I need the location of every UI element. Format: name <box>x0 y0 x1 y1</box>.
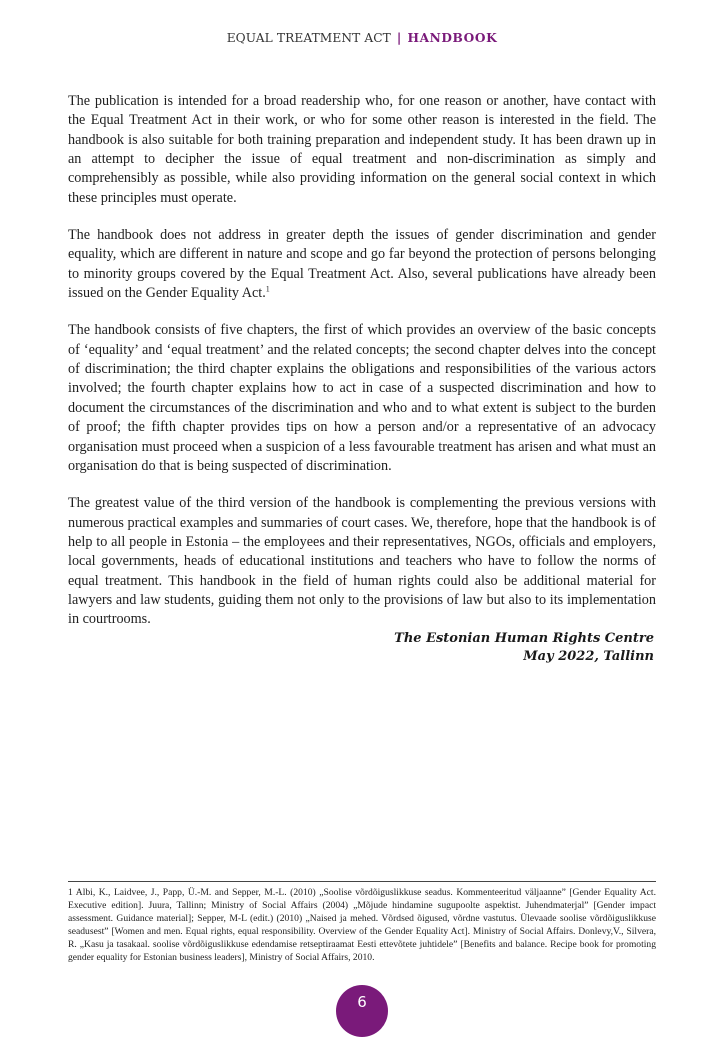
running-header <box>0 31 724 45</box>
paragraph-3: The handbook consists of five chapters, the first of which provides an overview of the basic concepts of ‘equality’ and ‘equal treatment’ and the related concepts; the second chapter delves into the concept of discrimination; the third chapter explains the obligations and responsibilities of the various actors involved; the fourth chapter explains how to act in case of a suspected discrimination and how to document the circumstances of the discrimination and who and to what extent is subject to the burden of proof; the fifth chapter provides tips on how a person and/or a representative of an advocacy organisation must proceed when a suspicion of a less favourable treatment has arisen and what must an organisation do that is being suspected of discrimination. <box>68 322 656 474</box>
footnote-reference[interactable]: 1 <box>265 284 270 294</box>
body-text <box>68 92 656 648</box>
signature-date-place: May 2022, Tallinn <box>523 649 654 664</box>
footnote-text: Albi, K., Laidvee, J., Papp, Ü.-M. and Sepper, M.-L. (2010) „Soolise võrdõiguslikkuse seadus. Kommenteeritud väljaanne” [Gender Equality Act. Executive edition]. Juura, Tallinn; Ministry of Social Affairs (2004) „Mõjude hindamine sugupoolte aspektist. Juhendmaterjal” [Gender impact assessment. Guidance material]; Sepper, M-L (edit.) (2010) „Naised ja mehed. Võrdsed õigused, võrdne vastutus. Ülevaade soolise võrdõiguslikkuse seadusest” [Women and men. Equal rights, equal responsibility. Overview of the Gender Equality Act]. Ministry of Social Affairs. Donlevy,V., Silvera, R. „Kasu ja tasakaal. soolise võrdõiguslikkuse edendamise retseptiraamat Eesti ettevõtete juhtidele” [Benefits and balance. Recipe book for promoting gender equality for Estonian business leaders], Ministry of Social Affairs, 2010. <box>68 887 656 964</box>
header-separator: | <box>396 31 402 45</box>
footnote <box>68 886 656 965</box>
paragraph-1: The publication is intended for a broad readership who, for one reason or another, have contact with the Equal Treatment Act in their work, or who for some other reason is interested in the field. The handbook is also suitable for both training preparation and independent study. It has been drawn up in an attempt to decipher the issue of equal treatment and non-discrimination as simply and comprehensibly as possible, while also providing information on the general social context in which these principles must operate. <box>68 93 656 206</box>
footnote-number: 1 <box>68 887 73 898</box>
paragraph-2 <box>68 226 656 303</box>
page-number-badge <box>336 985 388 1037</box>
paragraph-2-text: The handbook does not address in greater depth the issues of gender discrimination and gender equality, which are different in nature and scope and go far beyond the protection of persons belonging to minority groups covered by the Equal Treatment Act. Also, several publications have already been issued on the Gender Equality Act. <box>68 227 656 302</box>
header-subtitle: HANDBOOK <box>407 31 498 45</box>
footnote-divider <box>68 881 656 882</box>
page-number: 6 <box>357 993 367 1011</box>
paragraph-4: The greatest value of the third version of the handbook is complementing the previous versions with numerous practical examples and summaries of court cases. We, therefore, hope that the handbook is of help to all people in Estonia – the employees and their representatives, NGOs, officials and employers, local governments, heads of educational institutions and teachers who have to follow the norms of equal treatment. This handbook in the field of human rights could also be additional material for lawyers and law students, guiding them not only to the provisions of law but also to its implementation in courtrooms. <box>68 495 656 628</box>
header-title: EQUAL TREATMENT ACT <box>226 31 391 45</box>
signature-organisation: The Estonian Human Rights Centre <box>394 631 654 646</box>
signature <box>394 630 654 666</box>
